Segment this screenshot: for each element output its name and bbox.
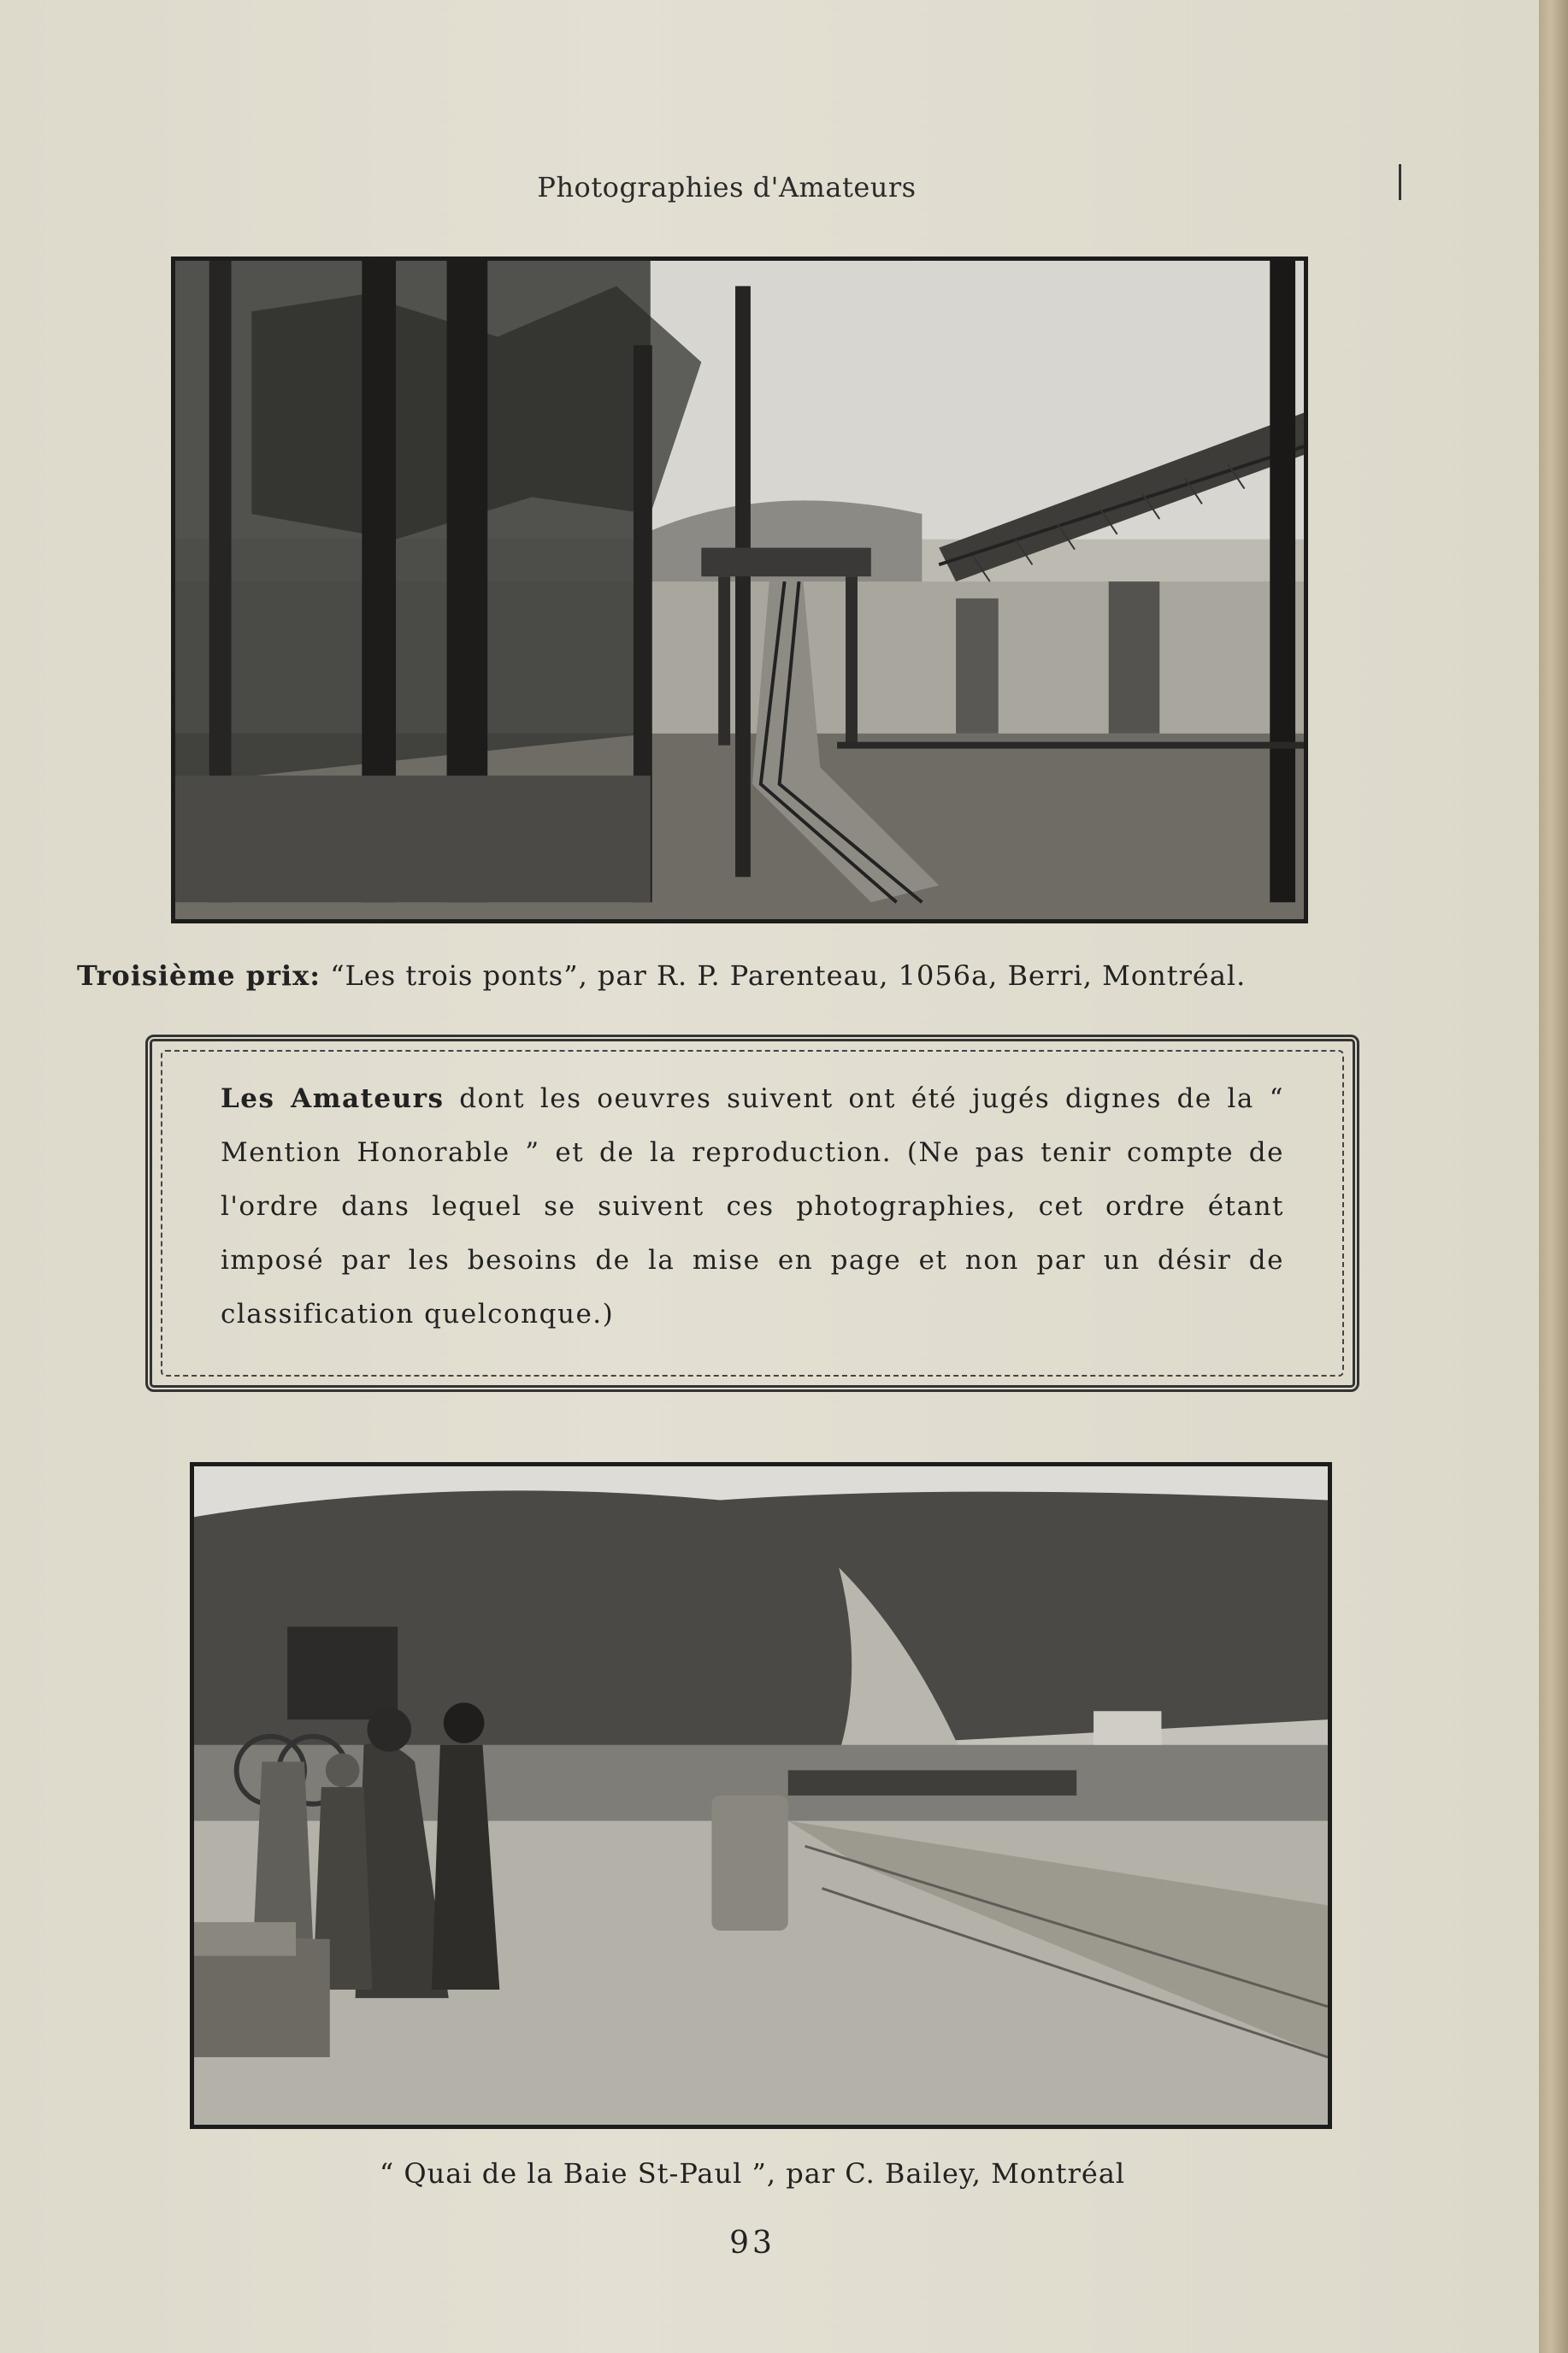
railway-bridge-image (175, 261, 1304, 919)
page-number: 93 (729, 2226, 775, 2261)
margin-mark (1399, 164, 1401, 200)
notice-text: dont les oeuvres suivent ont été jugés dignes de la “ Mention Honorable ” et de la reproduction. (Ne pas tenir compte de l'ordre dans lequel se suivent ces photographies, cet ordre étant imposé par les besoins de la mise en page et non par un désir de classification quelconque.) (221, 1083, 1285, 1330)
running-head: Photographies d'Amateurs (537, 171, 917, 203)
notice-paragraph (221, 1072, 1284, 1342)
photo-bottom-caption: “ Quai de la Baie St-Paul ”, par C. Bailey, Montréal (379, 2157, 1126, 2190)
wharf-image (194, 1466, 1328, 2125)
prize-label: Troisième prix: (77, 959, 321, 992)
railway-bridge-photo (171, 257, 1308, 923)
photo-top-credit: “Les trois ponts”, par R. P. Parenteau, 1056a, Berri, Montréal. (321, 959, 1247, 992)
notice-lead: Les Amateurs (221, 1083, 445, 1114)
photo-top-caption (77, 959, 1246, 992)
wharf-photo (190, 1462, 1332, 2129)
honorable-mention-notice (145, 1035, 1359, 1392)
page-edge (1539, 0, 1568, 2353)
